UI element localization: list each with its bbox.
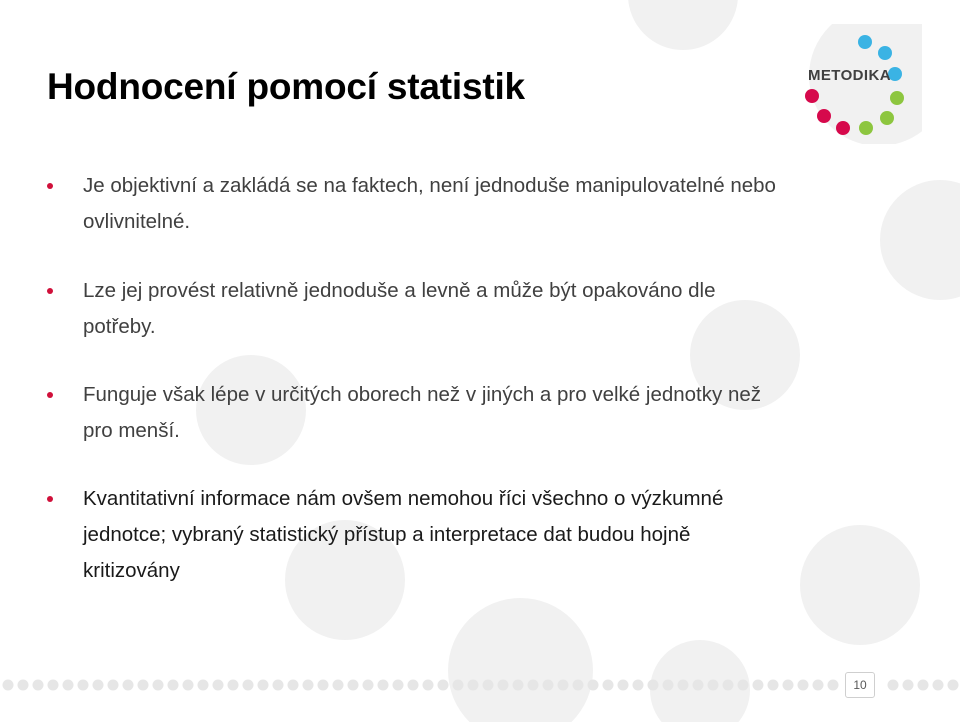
footer-dot [393,680,404,691]
bullet-dot [47,392,53,398]
footer-dots-strip [0,677,960,693]
footer-dot [108,680,119,691]
logo-dot [805,89,819,103]
footer-dot [528,680,539,691]
footer-dot [408,680,419,691]
footer-dot [153,680,164,691]
bullet-text [83,377,867,449]
footer-dot [603,680,614,691]
footer-dot [213,680,224,691]
bullet-text [83,481,867,589]
footer-dot [903,680,914,691]
footer-dot [933,680,944,691]
footer-dot [783,680,794,691]
logo-dot [836,121,850,135]
footer-dot [273,680,284,691]
logo-dot [859,121,873,135]
footer-dot [648,680,659,691]
footer-dot [243,680,254,691]
bullet-line: Lze jej provést relativně jednoduše a levně a může být opakováno dle [83,279,716,302]
footer-dot [513,680,524,691]
logo-dot [890,91,904,105]
bullet-line: Funguje však lépe v určitých oborech než v jiných a pro velké jednotky než [83,383,762,406]
bullet-item [47,168,867,240]
footer-dot [168,680,179,691]
footer-dot [378,680,389,691]
footer-dot [198,680,209,691]
bullet-line: jednotce; vybraný statistický přístup a interpretace dat budou hojně [83,523,691,546]
footer-dot [33,680,44,691]
logo-dot [817,109,831,123]
footer-dot [948,680,959,691]
logo-dots-graphic [792,24,922,144]
footer-dot [258,680,269,691]
footer-dot [693,680,704,691]
bullet-line: kritizovány [83,559,180,582]
footer-dot [543,680,554,691]
footer-dot [63,680,74,691]
footer-dot [228,680,239,691]
bullet-dot [47,496,53,502]
bullet-item [47,377,867,449]
logo-dot [878,46,892,60]
footer-dot [483,680,494,691]
footer-dot [918,680,929,691]
footer-dot [318,680,329,691]
bullet-line: Kvantitativní informace nám ovšem nemohou říci všechno o výzkumné [83,487,724,510]
bullet-line: Je objektivní a zakládá se na faktech, není jednoduše manipulovatelné nebo [83,174,776,197]
footer-dot [888,680,899,691]
footer-dot [333,680,344,691]
footer-dot [498,680,509,691]
footer-dot [618,680,629,691]
bullet-text [83,273,867,345]
background-circle [880,180,960,300]
footer-dot [558,680,569,691]
footer-dot [18,680,29,691]
footer-dot [678,680,689,691]
bullet-line: potřeby. [83,315,156,338]
footer-dot [663,680,674,691]
footer-dot [753,680,764,691]
footer-dot [633,680,644,691]
footer-dot [768,680,779,691]
footer-dot [708,680,719,691]
footer-dot [723,680,734,691]
bullet-dot [47,288,53,294]
footer-dot [288,680,299,691]
footer-dot [93,680,104,691]
footer-dot [468,680,479,691]
footer-dot [363,680,374,691]
footer-dot [588,680,599,691]
footer-dot [573,680,584,691]
footer-dot [453,680,464,691]
logo-dot [858,35,872,49]
footer-dot [348,680,359,691]
bullet-item [47,273,867,345]
footer-dot [828,680,839,691]
footer-dot [138,680,149,691]
metodika-logo [792,24,922,144]
footer-dot [183,680,194,691]
footer-dot [48,680,59,691]
footer-dot [123,680,134,691]
slide-title: Hodnocení pomocí statistik [47,66,525,107]
footer-dot [438,680,449,691]
bullet-text [83,168,867,240]
bullet-item [47,481,867,589]
footer-dot [78,680,89,691]
page-number: 10 [845,672,875,698]
bullet-line: ovlivnitelné. [83,210,191,233]
bullet-dot [47,183,53,189]
footer-dot [813,680,824,691]
background-circle [448,598,593,722]
footer-dot [738,680,749,691]
bullet-line: pro menší. [83,419,180,442]
footer-dot [798,680,809,691]
background-circle [628,0,738,50]
logo-dot [880,111,894,125]
footer-dot [3,680,14,691]
footer-dot [303,680,314,691]
logo-text: METODIKA [808,67,891,84]
footer-dot [423,680,434,691]
